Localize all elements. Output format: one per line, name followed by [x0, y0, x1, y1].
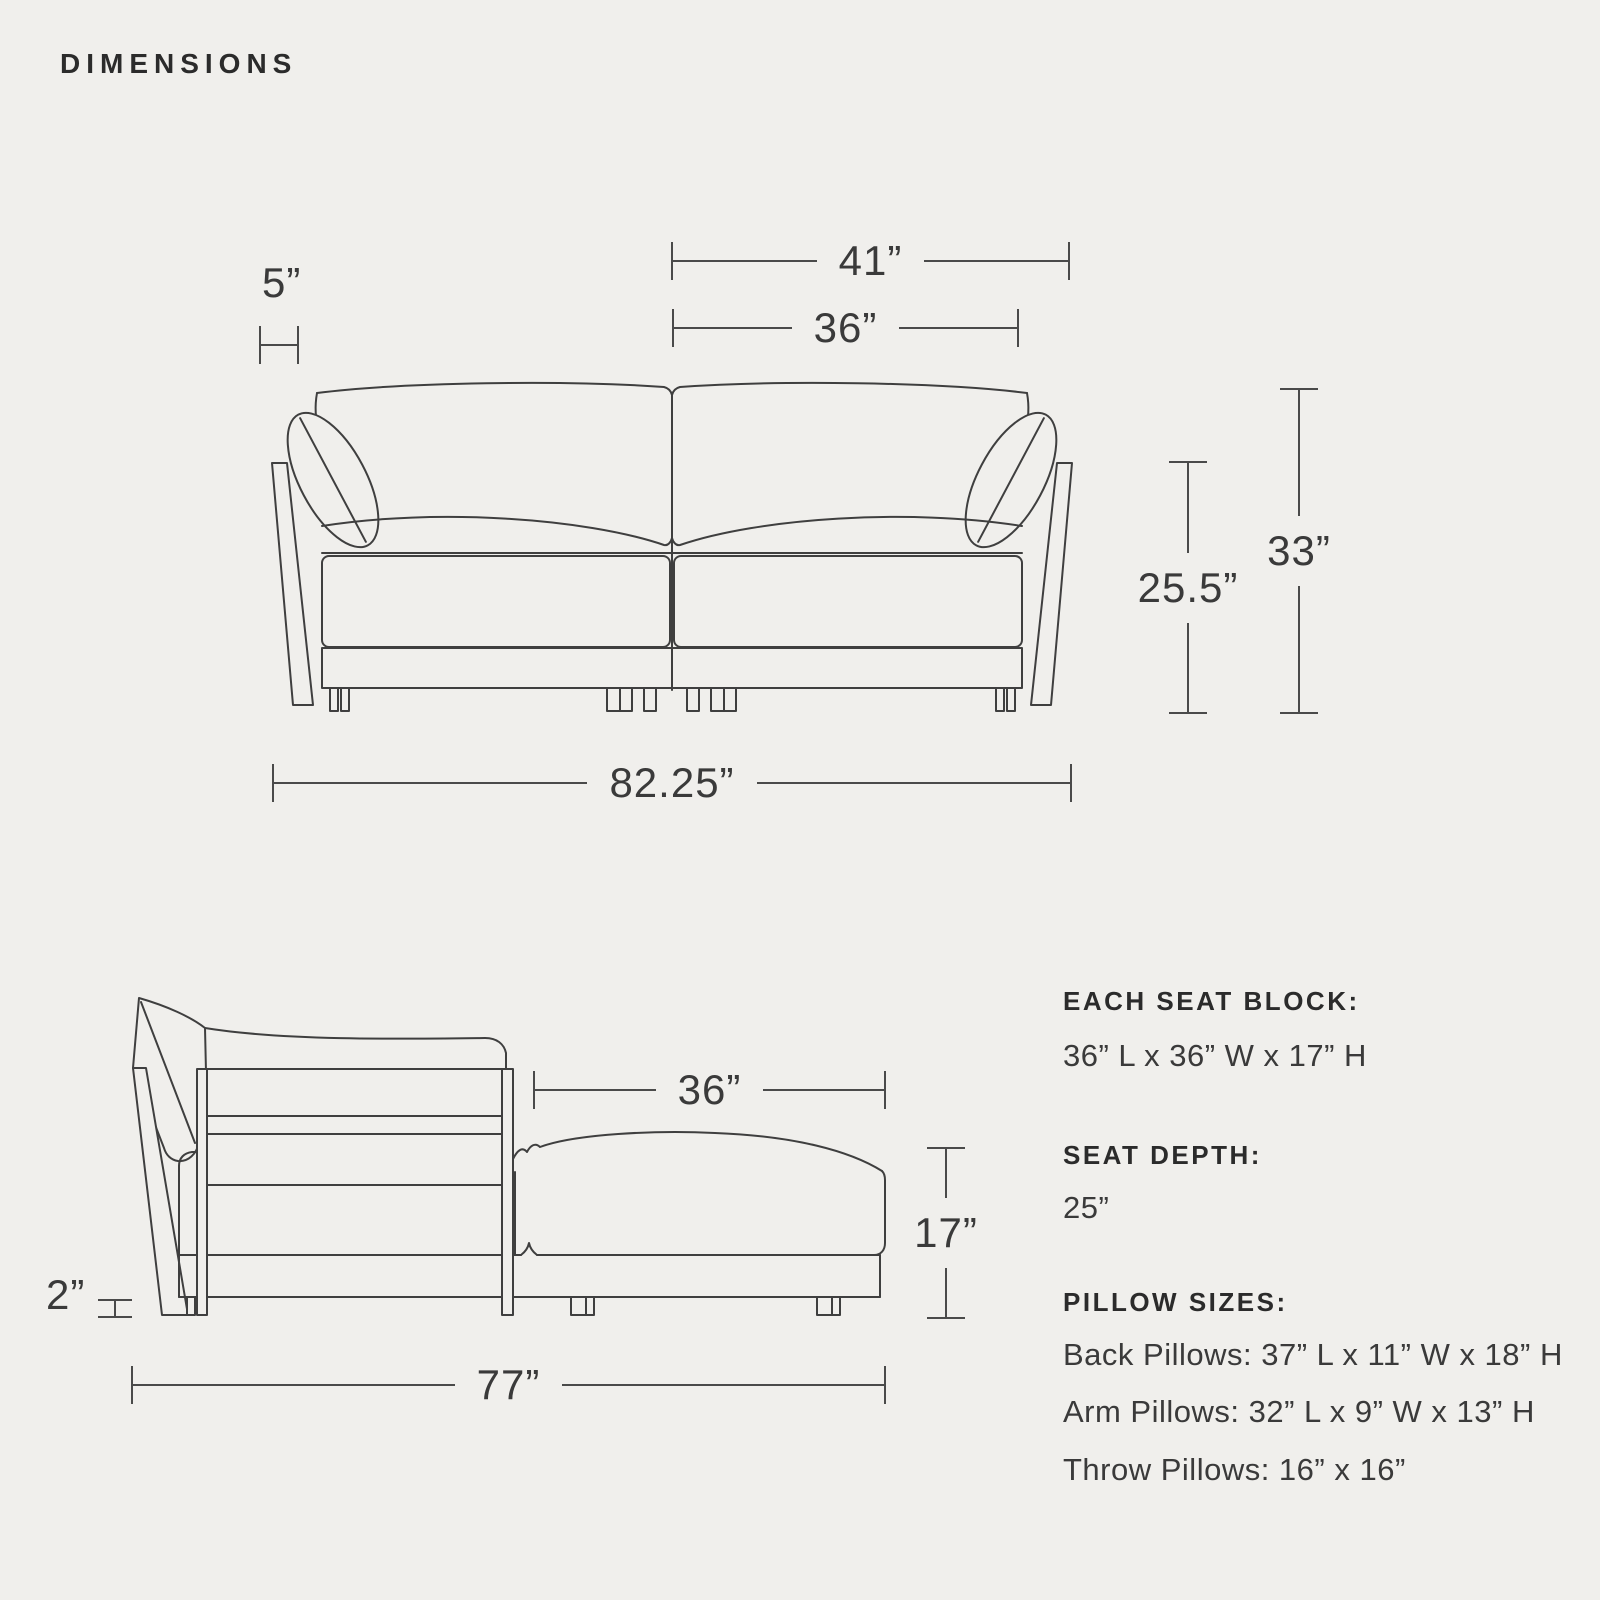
dim-seat-width-front: [672, 304, 1019, 351]
dim-label-77: 77”: [476, 1361, 541, 1408]
spec-heading-seat-depth: SEAT DEPTH:: [1063, 1140, 1262, 1170]
dim-label-5: 5”: [262, 259, 302, 306]
dim-tick: [1017, 309, 1019, 347]
sofa-front-view-drawing: [255, 366, 1075, 716]
dim-line: [274, 782, 587, 784]
dim-line: [924, 260, 1068, 262]
dim-label-25-5: 25.5”: [1137, 563, 1239, 611]
dim-line: [133, 1384, 455, 1386]
dim-label-41: 41”: [838, 237, 903, 284]
dim-tick: [297, 326, 299, 364]
dim-line: [261, 344, 297, 346]
dim-seat-block-height: [891, 1147, 1001, 1319]
sofa-side-view-drawing: [125, 985, 900, 1325]
spec-seat-block-size: 36” L x 36” W x 17” H: [1063, 1038, 1367, 1073]
spec-back-pillows: Back Pillows: 37” L x 11” W x 18” H: [1063, 1337, 1563, 1372]
dim-line: [673, 260, 817, 262]
dim-label-2: 2”: [46, 1271, 86, 1318]
dim-seat-block-length: [533, 1066, 886, 1113]
dim-label-36-front: 36”: [813, 304, 878, 351]
dim-label-33: 33”: [1267, 527, 1331, 574]
dim-label-82-25: 82.25”: [609, 759, 735, 806]
dim-line: [1298, 390, 1300, 516]
dim-line: [945, 1149, 947, 1198]
spec-arm-pillows: Arm Pillows: 32” L x 9” W x 13” H: [1063, 1394, 1535, 1429]
dim-line: [1298, 586, 1300, 712]
dim-line: [674, 327, 792, 329]
dim-tick: [884, 1366, 886, 1404]
dim-line: [899, 327, 1017, 329]
dim-overall-height: [1244, 388, 1354, 714]
dim-seat-plus-arm-width: [671, 237, 1070, 284]
page-title: DIMENSIONS: [60, 48, 298, 79]
dim-overall-width: [272, 759, 1072, 806]
dim-overall-depth: [131, 1361, 886, 1408]
dim-tick: [1068, 242, 1070, 280]
dim-label-36-side: 36”: [677, 1066, 742, 1113]
dim-tick: [927, 1317, 965, 1319]
dim-tick: [1280, 712, 1318, 714]
dim-tick: [1169, 712, 1207, 714]
dim-arm-height: [1133, 461, 1243, 714]
spec-seat-depth-value: 25”: [1063, 1190, 1110, 1225]
dim-line: [757, 782, 1070, 784]
spec-heading-seat-block: EACH SEAT BLOCK:: [1063, 986, 1360, 1016]
dim-label-17: 17”: [914, 1209, 978, 1256]
spec-throw-pillows: Throw Pillows: 16” x 16”: [1063, 1452, 1406, 1487]
dim-tick: [884, 1071, 886, 1109]
dim-tick: [1070, 764, 1072, 802]
dim-tick: [98, 1316, 132, 1318]
dim-line: [1187, 623, 1189, 713]
dim-leg-height-bracket: [98, 1299, 132, 1318]
spec-heading-pillow-sizes: PILLOW SIZES:: [1063, 1287, 1288, 1317]
dim-line: [114, 1301, 116, 1316]
dim-arm-overhang-bracket: [259, 326, 299, 364]
dim-line: [562, 1384, 884, 1386]
dim-line: [1187, 463, 1189, 553]
dim-line: [763, 1089, 884, 1091]
dim-line: [535, 1089, 656, 1091]
dim-line: [945, 1268, 947, 1317]
